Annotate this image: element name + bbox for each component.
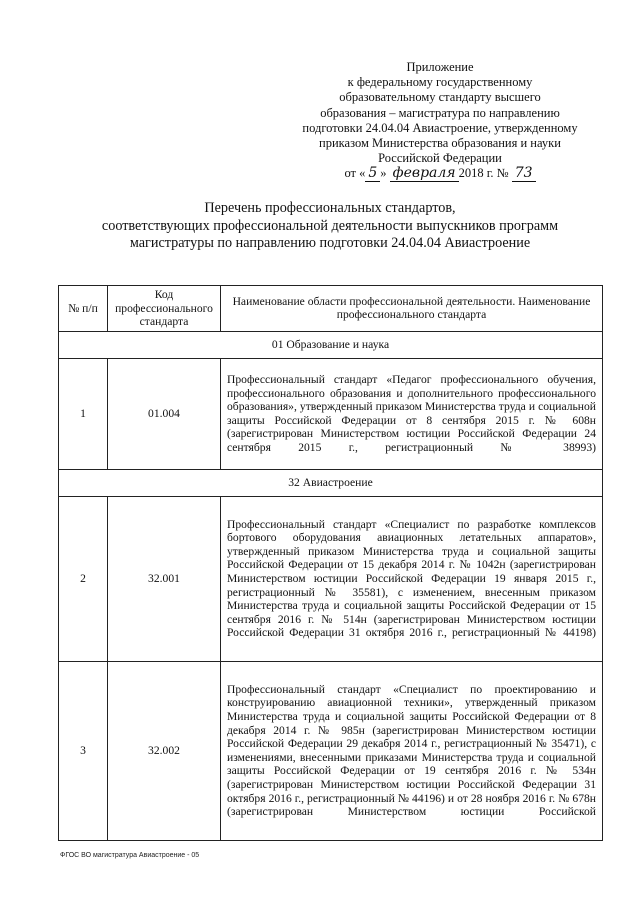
table-row [59,358,603,469]
date-sep: » [380,166,387,181]
page-footer: ФГОС ВО магистратура Авиастроение - 05 [60,852,200,859]
row-code: 32.002 [108,661,221,840]
heading-line: магистратуры по направлению подготовки 24.04.04 Авиастроение [129,235,531,251]
appendix-block [290,60,590,182]
header-number: № п/п [59,286,108,332]
row-description: Профессиональный стандарт «Специалист по проектированию и конструированию авиационной техники», утвержденный приказом Министерства труда и социальной защиты Российской Федерации от 8 декабря 2014 г. № 985н (зарегистрирован Министерством юстиции Российской Федерации 29 декабря 2014 г., регистрационный № 35471), с изменениями, внесенными приказами Министерства труда и социальной защиты Российской Федерации от 19 сентября 2016 г. № 534н (зарегистрирован Министерством юстиции Российской Федерации 31 октября 2016 г., регистрационный № 44196) и от 28 ноября 2016 г. № 678н (зарегистрирован Министерством юстиции Российской [221,661,603,840]
row-number: 1 [59,358,108,469]
section-row [59,469,603,496]
appendix-line: подготовки 24.04.04 Авиастроение, утвержденному [302,120,578,135]
appendix-line: образовательному стандарту высшего [339,90,541,105]
appendix-line: Российской Федерации [378,151,502,166]
date-month: февраля [390,165,459,182]
appendix-line: к федеральному государственному [347,75,533,90]
document-heading [60,200,600,253]
appendix-line: Приложение [406,60,474,74]
date-day: 5 [365,165,380,182]
row-code: 32.001 [108,496,221,661]
heading-line: Перечень профессиональных стандартов, [204,200,456,216]
header-name: Наименование области профессиональной деятельности. Наименование профессионального стандарта [221,286,603,332]
table-row [59,661,603,840]
row-code: 01.004 [108,358,221,469]
row-number: 3 [59,661,108,840]
standards-table [58,285,603,841]
approval-date-line [290,166,590,181]
appendix-line: приказом Министерства образования и науки [319,136,561,151]
header-code: Код профессионального стандарта [108,286,221,332]
section-education: 01 Образование и наука [59,331,603,358]
date-year: 2018 г. № [458,166,509,181]
table-row [59,496,603,661]
row-number: 2 [59,496,108,661]
appendix-line: образования – магистратура по направлению [320,105,560,120]
section-row [59,331,603,358]
table-header-row [59,286,603,332]
heading-line: соответствующих профессиональной деятельности выпускников программ [101,217,559,234]
row-description: Профессиональный стандарт «Специалист по разработке комплексов бортового оборудования авиационных летательных аппаратов», утвержденный приказом Министерства труда и социальной защиты Российской Федерации от 15 декабря 2014 г. № 1042н (зарегистрирован Министерством юстиции Российской Федерации 19 января 2015 г., регистрационный № 35581), с изменением, внесенным приказом Министерства труда и социальной защиты Российской Федерации от 15 сентября 2016 г. № 514н (зарегистрирован Министерством юстиции Российской Федерации 31 октября 2016 г., регистрационный № 44198) [221,496,603,661]
section-aircraft: 32 Авиастроение [59,469,603,496]
date-prefix: от « [344,166,366,181]
row-description: Профессиональный стандарт «Педагог профессионального обучения, профессионального образования и дополнительного профессионального образования», утвержденный приказом Министерства труда и социальной защиты Российской Федерации от 8 сентября 2015 г. № 608н (зарегистрирован Министерством юстиции Российской Федерации 24 сентября 2015 г., регистрационный № 38993) [221,358,603,469]
order-number: 73 [512,165,536,182]
